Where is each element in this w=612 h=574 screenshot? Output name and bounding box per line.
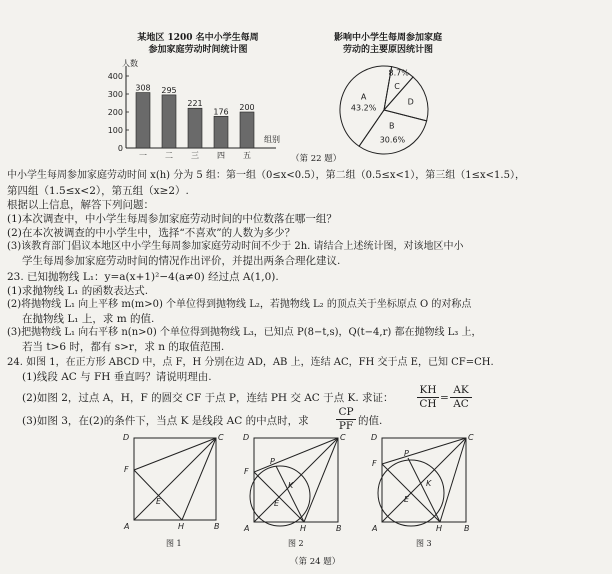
problem23-q3b: 若当 t>6 时，都有 s>r，求 n 的取值范围.: [22, 341, 225, 353]
pie-chart: [334, 60, 434, 160]
problem24-stem: 24. 如图 1，在正方形 ABCD 中，点 F，H 分别在边 AD，AB 上，连结 AC，FH 交于点 E，已知 CF=CH.: [7, 357, 494, 368]
problem23-q2a: (2)将抛物线 L₁ 向上平移 m(m>0) 个单位得到抛物线 L₂，若抛物线 L₂ 的顶点关于坐标原点 O 的对称点: [7, 299, 472, 310]
svg-text:H: H: [178, 522, 185, 531]
svg-text:D: D: [243, 433, 250, 442]
problem24-q3-suffix: 的值.: [358, 415, 383, 427]
problem24-caption: （第 24 题）: [290, 557, 341, 567]
bar-chart-title: [128, 32, 268, 56]
svg-text:H: H: [436, 524, 443, 533]
figure-2-label: 图 2: [288, 539, 304, 548]
svg-text:C: C: [468, 433, 474, 442]
pie-label-C: C: [394, 81, 400, 91]
bar-chart-title-line1: 某地区 1200 名中小学生每周: [137, 33, 259, 43]
x-tick-label: 四: [217, 151, 225, 160]
figure-2: [240, 428, 350, 540]
y-axis-label: 人数: [122, 59, 138, 68]
bar-3: [188, 108, 202, 148]
svg-text:D: D: [123, 433, 130, 442]
bar-value-label: 308: [135, 83, 151, 93]
pie-percent-B: 30.6%: [379, 135, 406, 145]
problem23-q1: (1)求抛物线 L₁ 的函数表达式.: [7, 285, 149, 297]
bar-chart-title-line2: 参加家庭劳动时间统计图: [148, 45, 248, 55]
svg-text:E: E: [274, 499, 280, 508]
problem24-q3-prefix: (3)如图 3，在(2)的条件下，当点 K 是线段 AC 的中点时，求: [22, 415, 309, 427]
pie-percent-A: 43.2%: [350, 103, 377, 113]
bar-2: [162, 95, 176, 148]
problem23-q2b: 在抛物线 L₁ 上，求 m 的值.: [22, 313, 155, 325]
svg-text:B: B: [464, 524, 470, 533]
svg-text:D: D: [371, 433, 378, 442]
svg-text:E: E: [156, 497, 162, 506]
svg-text:K: K: [426, 479, 432, 488]
fraction-pf: PF: [338, 420, 354, 432]
problem22-q2: (2)在本次被调查的中小学生中，选择“不喜欢”的人数为多少？: [7, 227, 296, 239]
figure-3-label: 图 3: [416, 539, 432, 548]
figure-1: [118, 428, 223, 540]
problem22-q3b: 学生每周参加家庭劳动时间的情况作出评价，并提出两条合理化建议.: [22, 255, 341, 267]
x-tick-label: 三: [191, 151, 199, 160]
bar-chart: [88, 56, 298, 166]
svg-text:K: K: [288, 481, 294, 490]
x-axis-label: 组别: [264, 135, 280, 144]
pie-label-B: B: [388, 121, 395, 131]
figure-1-label: 图 1: [166, 539, 182, 548]
svg-text:F: F: [372, 459, 377, 468]
x-tick-label: 一: [139, 151, 147, 160]
pie-label-D: D: [407, 97, 414, 107]
fraction-kh-ch: [417, 384, 439, 411]
y-tick-label: 100: [107, 126, 123, 135]
pie-chart-title-line1: 影响中小学生每周参加家庭: [333, 33, 442, 43]
fraction-ak: AK: [450, 384, 472, 398]
bar-5: [240, 112, 254, 148]
problem23-q3a: (3)把抛物线 L₁ 向右平移 n(n>0) 个单位得到抛物线 L₃，已知点 P(8−t,s)，Q(t−4,r) 都在抛物线 L₃ 上，: [7, 327, 482, 338]
pie-label-A: A: [360, 92, 367, 102]
fraction-cp: CP: [336, 406, 356, 420]
problem24-q1: (1)线段 AC 与 FH 垂直吗？请说明理由.: [22, 371, 212, 383]
svg-text:F: F: [124, 465, 129, 474]
svg-text:H: H: [300, 524, 307, 533]
y-tick-label: 200: [107, 108, 123, 117]
bar-1: [136, 93, 150, 148]
figure-3: [368, 428, 480, 540]
problem24-q2: [22, 391, 394, 405]
svg-text:A: A: [124, 522, 130, 531]
svg-text:E: E: [404, 495, 410, 504]
svg-text:C: C: [218, 433, 224, 442]
problem22-q1: (1)本次调查中，中小学生每周参加家庭劳动时间的中位数落在哪一组？: [7, 213, 337, 225]
bar-value-label: 200: [239, 103, 255, 112]
fraction-ch: CH: [419, 398, 437, 410]
fraction-ac: AC: [453, 398, 469, 410]
equals-sign: =: [440, 392, 449, 404]
problem23-stem: 23. 已知抛物线 L₁：y=a(x+1)²−4(a≠0) 经过点 A(1,0).: [7, 271, 279, 283]
problem24-q2-prefix: (2)如图 2，过点 A，H，F 的圆交 CF 于点 P，连结 PH 交 AC 于点 K. 求证：: [22, 392, 394, 404]
bar-value-label: 295: [161, 85, 177, 95]
y-tick-label: 400: [107, 72, 123, 81]
fraction-kh: KH: [417, 384, 439, 398]
svg-text:P: P: [404, 449, 409, 458]
bar-value-label: 176: [213, 107, 229, 117]
problem24-q3: [22, 414, 309, 428]
pie-chart-title: [318, 32, 458, 56]
problem22-line2: 第四组（1.5≤x<2），第五组（x≥2）.: [7, 185, 189, 197]
problem22-caption: （第 22 题）: [291, 154, 342, 164]
problem22-q3a: (3)该教育部门倡议本地区中小学生每周参加家庭劳动时间不少于 2h. 请结合上述统计图，对该地区中小: [7, 241, 464, 252]
pie-percent-C: 8.7%: [388, 68, 409, 78]
svg-text:A: A: [244, 524, 250, 533]
svg-text:C: C: [340, 433, 346, 442]
fraction-ak-ac: [450, 384, 472, 411]
y-tick-label: 300: [107, 90, 123, 99]
problem22-line1: 中小学生每周参加家庭劳动时间 x(h) 分为 5 组：第一组（0≤x<0.5），第二组（0.5≤x<1），第三组（1≤x<1.5），: [7, 170, 525, 181]
pie-slice-D: [384, 77, 428, 121]
bar-4: [214, 116, 228, 148]
svg-text:F: F: [244, 467, 249, 476]
bar-value-label: 221: [187, 99, 203, 109]
pie-chart-title-line2: 劳动的主要原因统计图: [342, 45, 433, 55]
svg-text:A: A: [372, 524, 378, 533]
x-tick-label: 五: [243, 151, 251, 160]
svg-text:B: B: [336, 524, 342, 533]
y-tick-label: 0: [117, 144, 123, 153]
svg-text:B: B: [214, 522, 220, 531]
problem22-line3: 根据以上信息，解答下列问题：: [7, 199, 154, 211]
x-tick-label: 二: [165, 151, 173, 160]
svg-text:P: P: [270, 457, 275, 466]
